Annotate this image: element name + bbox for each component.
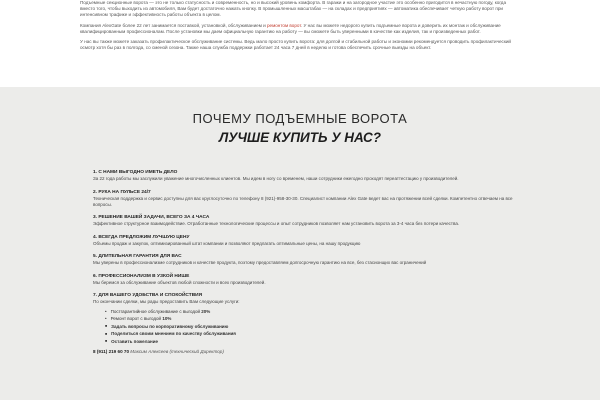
- why-heading-line2: ЛУЧШЕ КУПИТЬ У НАС?: [218, 130, 382, 145]
- intro-section: [0, 0, 600, 87]
- action-ask-questions[interactable]: ■ Задать вопросы по корпоративному обслуживанию: [105, 323, 523, 330]
- benefit-item: [93, 170, 523, 182]
- action-share-opinion[interactable]: ■ Поделиться своим мнением по качеству обслуживания: [105, 330, 523, 337]
- benefit-item: [93, 190, 523, 208]
- gate-repair-link[interactable]: ремонтом ворот: [266, 22, 301, 28]
- benefit-text: Мы беремся за обслуживание объектов любой сложности и всех производителей.: [93, 279, 266, 285]
- contact-phone[interactable]: 8 (911) 219 60 70: [93, 348, 130, 354]
- benefit-text: По окончании сделки, мы рады предоставить Вам следующие услуги:: [93, 299, 240, 304]
- contact-person: Максим Алексеев (технический Директор): [130, 348, 224, 354]
- intro-paragraph-2-start: Компания AlexGate более 22 лет занимается поставкой, установкой, обслуживанием и: [80, 22, 267, 28]
- benefit-text: Мы уверены в профессионализме сотрудников и качестве продукта, поэтому предоставляем долгосрочную гарантию на все, без стасионщих вас ограничений: [93, 260, 427, 265]
- benefit-item: [93, 274, 523, 286]
- benefit-text: За 22 года работы мы заслужили уважение многочисленных клиентов. Мы идем в ногу со временем, наши сотрудники ежегодно проходят переаттестацию у производителей.: [93, 176, 459, 181]
- action-leave-wish[interactable]: ■ Оставить пожелание: [105, 338, 523, 345]
- service-label: Ремонт ворот с выгодой: [110, 316, 163, 321]
- benefit-text: Объемы продаж и закупок, оптимизированный штат компании и позволяют предлагать оптимальные цены, на нашу продукцию: [93, 240, 361, 246]
- benefit-text: Эффективное структурное взаимодействие. Отработанные технологические процессы и опыт сотрудников позволяет нам установить ворота за 3-4 часа без потери качества.: [93, 221, 460, 226]
- intro-paragraph-2: [80, 23, 520, 35]
- benefit-item: [93, 254, 523, 266]
- intro-text-block: [80, 0, 520, 55]
- contact-line: [93, 349, 523, 355]
- why-heading-line1: ПОЧЕМУ ПОДЪЕМНЫЕ ВОРОТА: [192, 111, 408, 126]
- benefit-item: [93, 293, 523, 355]
- benefit-title: 3. РЕШЕНИЕ ВАШЕЙ ЗАДАЧИ, ВСЕГО ЗА 4 ЧАСА: [93, 215, 210, 220]
- benefit-item: [93, 215, 523, 227]
- service-item: [105, 308, 523, 315]
- benefit-title: 6. ПРОФЕССИОНАЛИЗМ В УЗКОЙ НИШЕ: [93, 273, 190, 279]
- benefit-title: 5. ДЛИТЕЛЬНАЯ ГАРАНТИЯ ДЛЯ ВАС: [93, 254, 182, 259]
- benefit-title: 1. С НАМИ ВЫГОДНО ИМЕТЬ ДЕЛО: [93, 170, 178, 175]
- benefit-title: 4. ВСЕГДА ПРЕДЛОЖИМ ЛУЧШУЮ ЦЕНУ: [93, 234, 190, 240]
- intro-paragraph-1: Подъемные секционные ворота — это не только статусность и современность, но и высокий уровень комфорта. В гаражи и на загородное участие это особенно пригодится в нечастную погоду, когда вместо того, чтобы выходить из автомобиля, Вам будет достаточно нажать кнопку. В промышленных масштабах — на складах и предприятиях — автоматика обеспечивает четкую работу ворот при интенсивном трафике и эффективность работы объекта в целом.: [80, 0, 507, 18]
- benefits-list: [93, 170, 523, 362]
- service-label: Постгарантийное обслуживание с выгодой: [110, 309, 202, 314]
- service-item: [105, 315, 523, 322]
- benefit-title: 7. ДЛЯ ВАШЕГО УДОБСТВА И СПОКОЙСТВИЯ: [93, 293, 203, 298]
- intro-paragraph-2-end: . У нас вы можете недорого купить подъемные ворота и доверить их монтаж и обслуживание квалифицированным профессионалам. После установки мы даем официальную гарантию на работу — вы сможете быть уверенными в качестве как изделия, так и произведенных работ.: [80, 22, 501, 34]
- services-list: [105, 308, 523, 322]
- benefit-item: [93, 235, 523, 247]
- actions-list: [105, 323, 523, 345]
- intro-paragraph-3: У нас вы также можете заказать профилактическое обслуживание системы. Ведь мало просто купить ворота: для долгой и стабильной работы и экономии рекомендуется проводить профилактический осмотр хотя бы раз в полгода, со сменой сезона. Также наша служба поддержки работает 24 часа 7 дней в неделю и готова обеспечить срочные выезды на объект.: [80, 39, 511, 51]
- benefit-title: 2. РУКА НА ПУЛЬСЕ 24/7: [93, 189, 151, 195]
- service-discount: 10%: [162, 316, 172, 321]
- service-discount: 20%: [201, 309, 211, 314]
- benefit-text: Техническая поддержка и сервис доступны для вас круглосуточно по телефону 8 (921)-958-30-30. Специалист компании Alex Gate ведет вас на протяжении всей сделки. Компетентно отвечаем на все вопросы.: [93, 195, 513, 207]
